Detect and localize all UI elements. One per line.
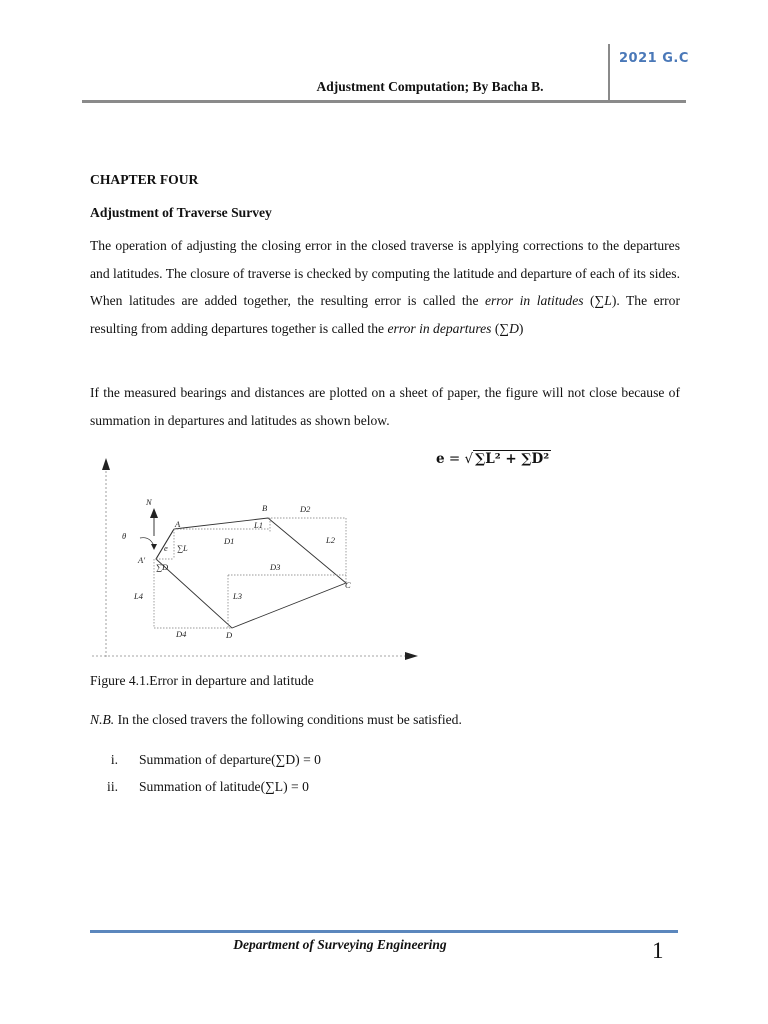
paragraph-intro bbox=[90, 232, 680, 342]
paragraph-figure-intro: If the measured bearings and distances are plotted on a sheet of paper, the figure will not close because of summation in departures and latitudes as shown below. bbox=[90, 385, 680, 428]
para1-text-7: ( bbox=[491, 320, 500, 336]
formula-radicand: ∑L² + ∑D² bbox=[475, 451, 550, 467]
chapter-heading: CHAPTER FOUR bbox=[90, 172, 199, 187]
list-item-number: i. bbox=[110, 752, 118, 767]
footer-department: Department of Surveying Engineering bbox=[233, 937, 447, 952]
para1-text-5: ). The error resulting from adding departures together is called the bbox=[90, 293, 680, 336]
section-title: Adjustment of Traverse Survey bbox=[90, 205, 272, 220]
traverse-error-figure bbox=[88, 452, 428, 667]
label-d3: D3 bbox=[270, 562, 281, 572]
x-axis-arrow-icon bbox=[405, 652, 418, 660]
term-error-in-departures: error in departures bbox=[387, 320, 492, 336]
figure-caption: Figure 4.1.Error in departure and latitude bbox=[90, 673, 314, 688]
para1-text-3: ( bbox=[583, 293, 595, 308]
north-arrow-icon bbox=[150, 508, 158, 518]
list-item: Summation of departure(∑D) = 0 bbox=[139, 752, 321, 767]
header-year: 2021 G.C bbox=[619, 51, 689, 66]
theta-arrow-icon bbox=[151, 544, 157, 550]
label-l3: L3 bbox=[233, 591, 242, 601]
label-e: e bbox=[164, 543, 168, 553]
term-error-in-latitudes: error in latitudes bbox=[484, 293, 584, 308]
y-axis-arrow-icon bbox=[102, 458, 110, 470]
para1-text-9: ) bbox=[518, 320, 524, 336]
footer-rule bbox=[90, 930, 678, 933]
symbol-sum-d: ∑D bbox=[499, 320, 519, 336]
label-a-prime: A′ bbox=[138, 555, 146, 565]
header-title: Adjustment Computation; By Bacha B. bbox=[316, 79, 544, 94]
formula-equals: = bbox=[444, 451, 465, 467]
para1-text-1: The operation of adjusting the closing error in the closed traverse is applying corrections to the departures and latitudes. The closure of traverse is checked by computing the latitude and departure of each of its sides. When latitudes are added together, the resulting error is called the bbox=[90, 238, 680, 308]
label-b: B bbox=[262, 503, 268, 513]
label-d4: D4 bbox=[176, 629, 187, 639]
header-rule bbox=[82, 100, 686, 103]
nb-note bbox=[90, 712, 462, 728]
label-d: D bbox=[226, 630, 233, 640]
label-l4: L4 bbox=[134, 591, 143, 601]
page-number: 1 bbox=[652, 938, 664, 963]
label-sum-l: ∑L bbox=[177, 543, 188, 553]
label-theta: θ bbox=[122, 531, 127, 541]
formula-root-sign: √ bbox=[464, 451, 474, 467]
formula-lhs: e bbox=[436, 451, 445, 467]
lat-dep-guides bbox=[154, 518, 346, 628]
label-c: C bbox=[345, 580, 351, 590]
label-a: A bbox=[175, 519, 181, 529]
label-d1: D1 bbox=[224, 536, 235, 546]
traverse-polygon bbox=[156, 518, 346, 628]
nb-lead: N.B. bbox=[90, 712, 115, 727]
closing-error-formula bbox=[436, 450, 551, 467]
label-n: N bbox=[146, 497, 152, 507]
list-item: Summation of latitude(∑L) = 0 bbox=[139, 779, 309, 794]
label-l2: L2 bbox=[326, 535, 335, 545]
label-d2: D2 bbox=[300, 504, 311, 514]
nb-text: In the closed travers the following conditions must be satisfied. bbox=[114, 712, 462, 727]
list-item-number: ii. bbox=[107, 779, 118, 794]
symbol-sum-l: ∑L bbox=[594, 293, 612, 308]
label-sum-d: ∑D bbox=[156, 562, 169, 572]
label-l1: L1 bbox=[254, 520, 263, 530]
